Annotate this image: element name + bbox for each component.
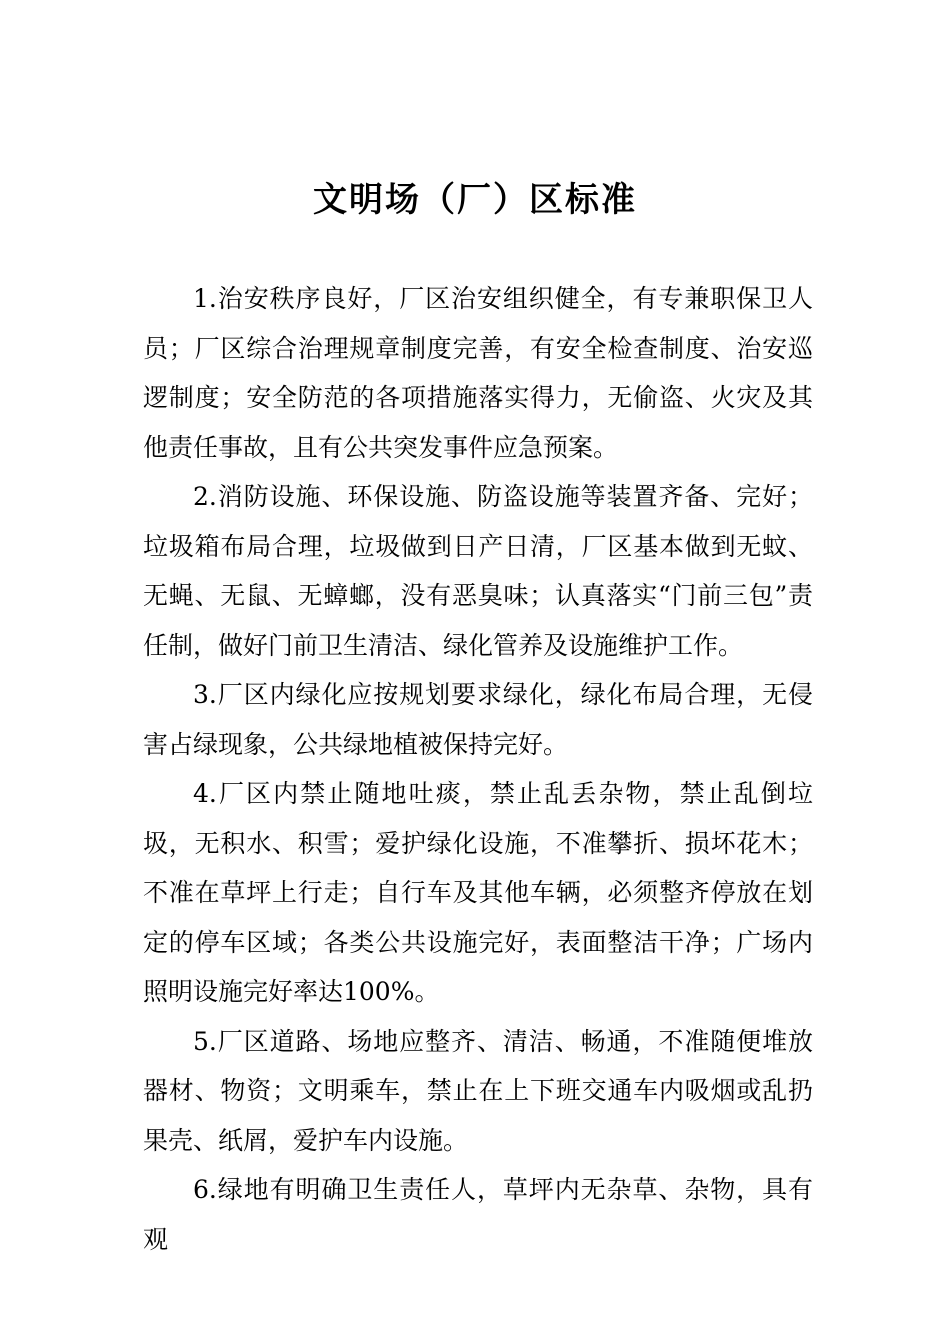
document-title: 文明场（厂）区标准 [313,180,637,220]
document-body [143,274,813,1264]
paragraph-5: 5.厂区道路、场地应整齐、清洁、畅通，不准随便堆放器材、物资；文明乘车，禁止在上下班交通车内吸烟或乱扔果壳、纸屑，爱护车内设施。 [143,1026,813,1155]
paragraph-2: 2.消防设施、环保设施、防盗设施等装置齐备、完好；垃圾箱布局合理，垃圾做到日产日清，厂区基本做到无蚊、无蝇、无鼠、无蟑螂，没有恶臭味；认真落实“门前三包”责任制，做好门前卫生清洁、绿化管养及设施维护工作。 [143,482,813,660]
paragraph-4: 4.厂区内禁止随地吐痰，禁止乱丢杂物，禁止乱倒垃圾，无积水、积雪；爱护绿化设施，不准攀折、损坏花木；不准在草坪上行走；自行车及其他车辆，必须整齐停放在划定的停车区域；各类公共设施完好，表面整洁干净；广场内照明设施完好率达100%。 [143,779,813,1006]
paragraph-6: 6.绿地有明确卫生责任人，草坪内无杂草、杂物，具有观 [143,1175,813,1254]
paragraph-3: 3.厂区内绿化应按规划要求绿化，绿化布局合理，无侵害占绿现象，公共绿地植被保持完好。 [143,680,813,759]
paragraph-1: 1.治安秩序良好，厂区治安组织健全，有专兼职保卫人员；厂区综合治理规章制度完善，有安全检查制度、治安巡逻制度；安全防范的各项措施落实得力，无偷盗、火灾及其他责任事故，且有公共突发事件应急预案。 [143,284,813,462]
